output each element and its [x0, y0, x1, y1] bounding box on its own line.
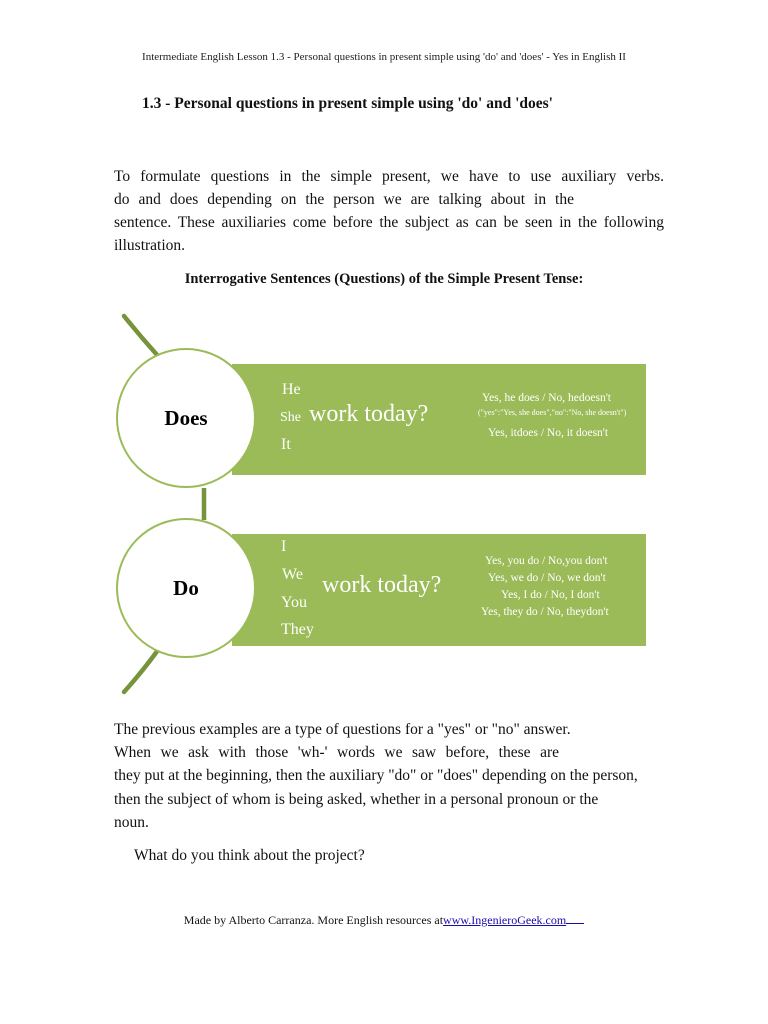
does-answer-note: ("yes":"Yes, she does","no":"No, she doesn't"): [478, 408, 627, 417]
explanation-line: then the subject of whom is being asked, whether in a personal pronoun or the: [114, 790, 599, 808]
does-circle: Does: [116, 348, 256, 488]
page-header: Intermediate English Lesson 1.3 - Personal questions in present simple using 'do' and 'does' - Yes in English II: [142, 51, 626, 63]
intro-line: illustration.: [114, 237, 186, 254]
pronoun-he: He: [282, 381, 301, 398]
pronoun-i: I: [281, 538, 287, 555]
question-text: What do you think about the project?: [134, 847, 365, 864]
footer-link[interactable]: www.IngenieroGeek.com: [443, 913, 567, 927]
pronoun-they: They: [281, 621, 314, 638]
explanation-line: they put at the beginning, then the auxiliary "do" or "does" depending on the person,: [114, 767, 638, 785]
explanation-line: noun.: [114, 813, 149, 831]
stem-bottom-arc: [124, 650, 158, 692]
diagram-subtitle: Interrogative Sentences (Questions) of the Simple Present Tense:: [184, 271, 584, 287]
page-footer: [0, 912, 768, 928]
intro-line: do and does depending on the person we are talking about in the: [114, 191, 574, 208]
page-title: 1.3 - Personal questions in present simple using 'do' and 'does': [142, 95, 553, 112]
pronoun-you: You: [281, 594, 307, 611]
explanation-line: When we ask with those 'wh-' words we saw before, these are: [114, 744, 559, 762]
does-answer-1: Yes, he does / No, hedoesn't: [482, 392, 611, 404]
footer-link-underline: [566, 912, 584, 924]
pronoun-we: We: [282, 566, 303, 583]
pronoun-it: It: [281, 436, 291, 453]
do-answer-1: Yes, you do / No,you don't: [485, 555, 608, 567]
intro-line: sentence. These auxiliaries come before the subject as can be seen in the following: [114, 214, 664, 231]
do-circle: Do: [116, 518, 256, 658]
footer-text: Made by Alberto Carranza. More English resources at: [183, 913, 444, 927]
intro-line: To formulate questions in the simple present, we have to use auxiliary verbs.: [114, 168, 664, 185]
explanation-paragraph: [114, 718, 664, 834]
does-answer-2: Yes, itdoes / No, it doesn't: [488, 427, 609, 439]
stem-top-arc: [124, 316, 158, 356]
do-answer-4: Yes, they do / No, theydon't: [481, 606, 609, 618]
do-answer-2: Yes, we do / No, we don't: [488, 572, 606, 584]
explanation-line: The previous examples are a type of questions for a "yes" or "no" answer.: [114, 721, 571, 738]
do-answer-3: Yes, I do / No, I don't: [501, 589, 600, 601]
does-verb: work today?: [309, 401, 429, 427]
do-verb: work today?: [322, 572, 442, 598]
pronoun-she: She: [280, 410, 301, 425]
